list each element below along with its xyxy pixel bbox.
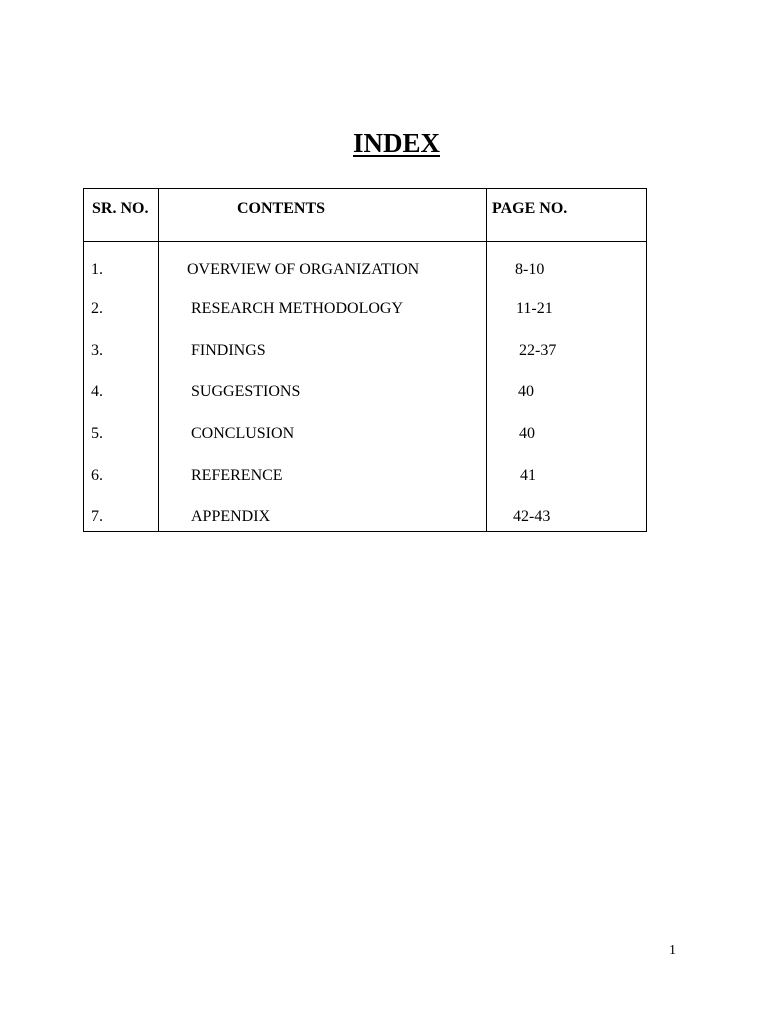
- row-page-no: 40: [518, 383, 534, 400]
- header-page-no: PAGE NO.: [492, 200, 568, 217]
- row-sr-no: 7.: [91, 508, 103, 525]
- row-content: REFERENCE: [191, 467, 283, 484]
- table-row: [84, 466, 646, 486]
- table-row: [84, 260, 646, 280]
- row-content: FINDINGS: [191, 342, 266, 359]
- index-table: [83, 188, 647, 532]
- row-content: APPENDIX: [191, 508, 271, 525]
- row-content: SUGGESTIONS: [191, 383, 301, 400]
- table-row: [84, 507, 646, 527]
- page-title: INDEX: [352, 128, 440, 158]
- row-sr-no: 4.: [91, 383, 103, 400]
- row-sr-no: 5.: [91, 425, 103, 442]
- table-row: [84, 299, 646, 319]
- row-sr-no: 3.: [91, 342, 103, 359]
- row-page-no: 22-37: [519, 342, 557, 359]
- table-row: [84, 341, 646, 361]
- header-divider: [84, 241, 646, 242]
- row-content: CONCLUSION: [191, 425, 295, 442]
- row-content: OVERVIEW OF ORGANIZATION: [187, 261, 420, 278]
- row-content: RESEARCH METHODOLOGY: [191, 300, 403, 317]
- row-page-no: 41: [520, 467, 536, 484]
- table-row: [84, 382, 646, 402]
- row-sr-no: 2.: [91, 300, 103, 317]
- row-page-no: 42-43: [513, 508, 551, 525]
- header-contents: CONTENTS: [237, 200, 326, 217]
- row-sr-no: 6.: [91, 467, 103, 484]
- header-sr-no: SR. NO.: [92, 200, 149, 217]
- row-page-no: 11-21: [516, 300, 553, 317]
- row-page-no: 8-10: [515, 261, 545, 278]
- table-row: [84, 424, 646, 444]
- page-number: 1: [669, 943, 676, 958]
- row-sr-no: 1.: [91, 261, 103, 278]
- row-page-no: 40: [519, 425, 535, 442]
